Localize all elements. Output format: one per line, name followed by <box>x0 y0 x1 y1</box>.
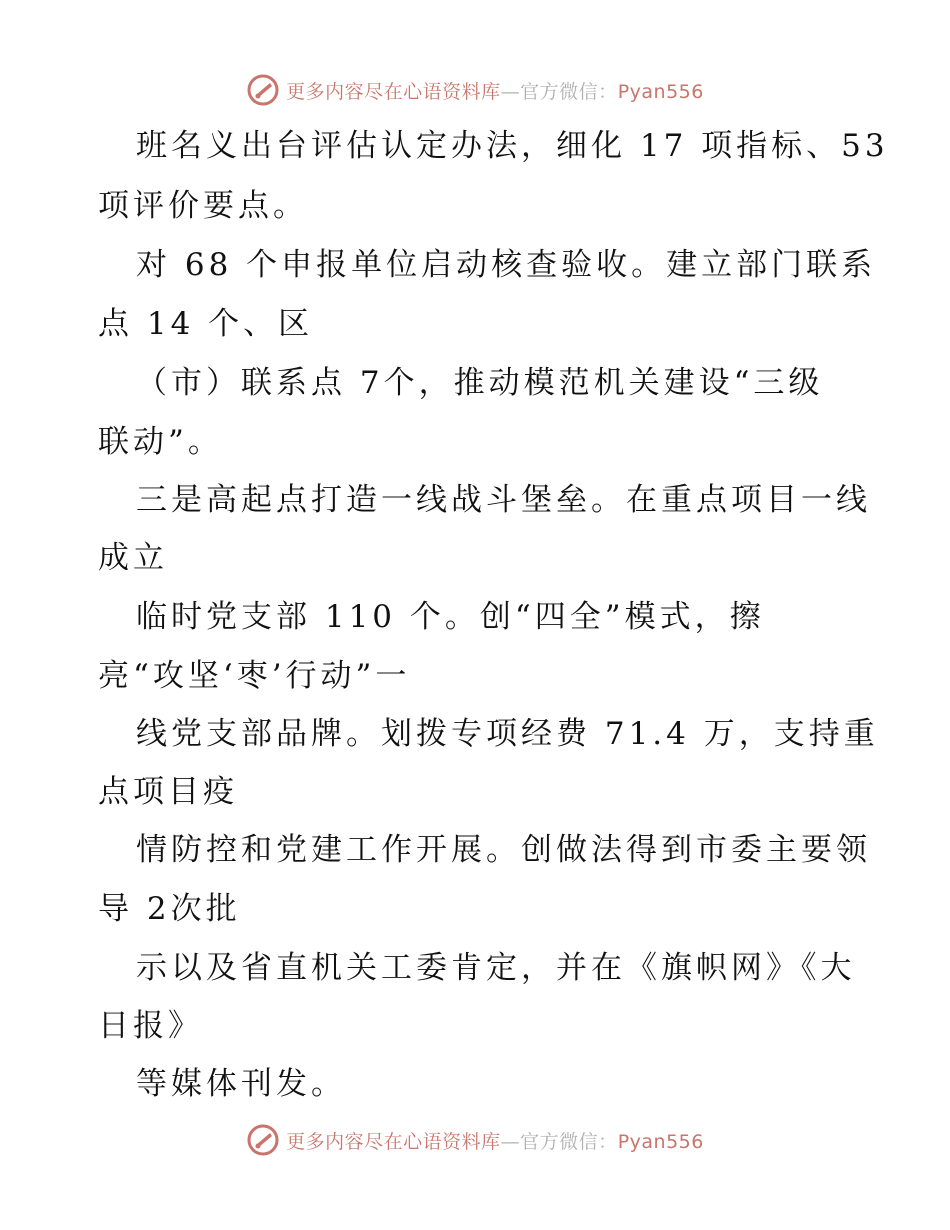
watermark-id: Pyan556 <box>617 80 704 103</box>
text-line-5: （市）联系点 7个，推动模范机关建设“三级 <box>136 365 824 401</box>
watermark-main: 更多内容尽在心语资料库 <box>286 1130 501 1153</box>
text-line-16: 日报》 <box>98 1008 203 1044</box>
header-watermark <box>0 70 950 110</box>
text-line-4: 点 14 个、区 <box>98 306 314 342</box>
text-line-3: 对 68 个申报单位启动核查验收。建立部门联系 <box>136 247 877 283</box>
watermark-label: 官方微信： <box>520 1130 618 1153</box>
watermark-text <box>286 77 704 104</box>
text-line-8: 成立 <box>98 540 168 576</box>
text-line-15: 示以及省直机关工委肯定，并在《旗帜网》《大 <box>136 950 856 986</box>
text-line-6: 联动”。 <box>98 424 223 460</box>
text-line-11: 线党支部品牌。划拨专项经费 71.4 万，支持重 <box>136 716 879 752</box>
text-line-7: 三是高起点打造一线战斗堡垒。在重点项目一线 <box>136 482 871 518</box>
brand-logo-icon <box>246 73 280 107</box>
text-line-14: 导 2次批 <box>98 891 241 927</box>
watermark-id: Pyan556 <box>617 1130 704 1153</box>
text-line-10: 亮“攻坚‘枣’行动”一 <box>98 658 411 694</box>
text-line-12: 点项目疫 <box>98 774 238 810</box>
watermark-dash: — <box>500 1130 521 1153</box>
text-line-17: 等媒体刊发。 <box>136 1066 346 1102</box>
text-line-1: 班名义出台评估认定办法，细化 17 项指标、53 <box>136 128 889 164</box>
brand-logo-icon <box>246 1123 280 1157</box>
watermark-main: 更多内容尽在心语资料库 <box>286 80 501 103</box>
text-line-2: 项评价要点。 <box>98 188 308 224</box>
text-line-9: 临时党支部 110 个。创“四全”模式，擦 <box>136 599 765 635</box>
footer-watermark <box>0 1120 950 1160</box>
watermark-label: 官方微信： <box>520 80 618 103</box>
watermark-dash: — <box>500 80 521 103</box>
text-line-13: 情防控和党建工作开展。创做法得到市委主要领 <box>136 832 871 868</box>
watermark-text <box>286 1127 704 1154</box>
